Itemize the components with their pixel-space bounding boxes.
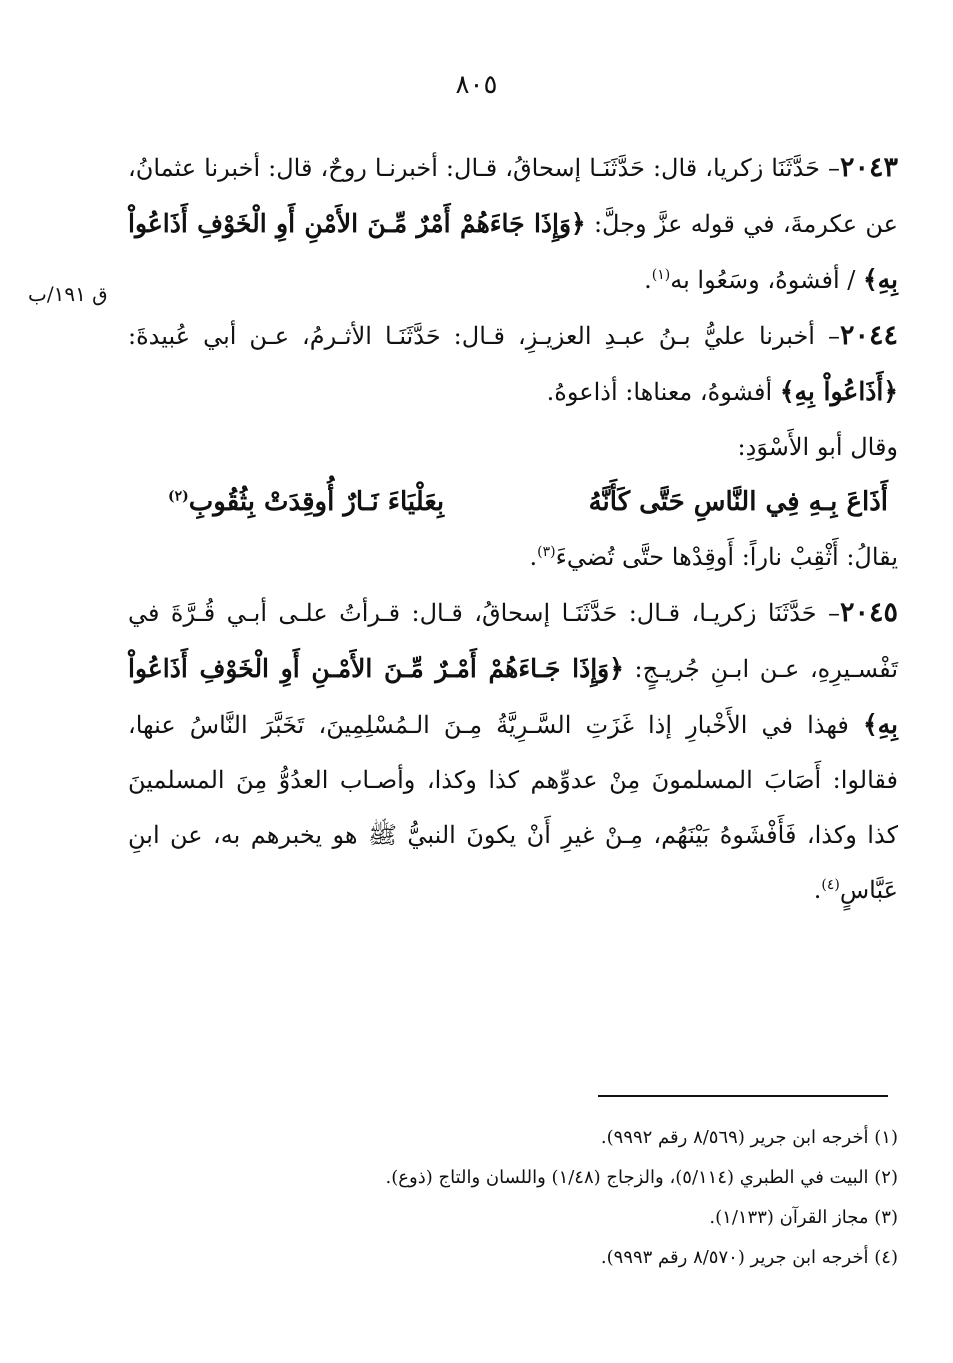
text-span: . bbox=[813, 876, 822, 904]
footnote-marker: (١) bbox=[651, 267, 671, 283]
quran-quote: ﴿وَإِذَا جَاءَهُمْ أَمْرٌ مِّـنَ الأَمْنِ أَوِ الْخَوْفِ أَذَاعُواْ بِهِ﴾ bbox=[128, 209, 898, 294]
text-span: يقالُ: أَثْقِبْ ناراً: أَوقِدْها حتَّى تُضيءَ bbox=[555, 543, 898, 571]
paragraph bbox=[128, 530, 898, 585]
paragraph bbox=[128, 308, 898, 420]
paragraph-group-1 bbox=[128, 140, 898, 475]
text-span: / أفشوهُ، وسَعُوا به bbox=[670, 266, 863, 294]
text-span: . bbox=[644, 266, 652, 294]
footnote-marker: (٣) bbox=[537, 544, 556, 560]
quran-quote: ﴿وَإِذَا جَـاءَهُمْ أَمْـرٌ مِّـنَ الأَمْـنِ أَوِ الْخَوْفِ أَذَاعُواْ بِهِ﴾ bbox=[128, 654, 898, 739]
text-span: فهذا في الأَخْبارِ إذا غَزَتِ السَّـرِيَّةُ مِـنَ الـمُسْلِمِينَ، تَخَبَّرَ النَّاسُ عنها، فقالوا: أَصَابَ المسلمونَ مِنْ عدوِّهم كذا وكذا، وأصـاب العدُوُّ مِنَ المسلمينَ كذا وكذا، فَأَفْشَوهُ بَيْنَهُم، مِـنْ غيرِ أَنْ يكونَ النبيُّ ﷺ هو يخبرهم به، عن ابنِ عَبَّاسٍ bbox=[128, 711, 898, 904]
footnote-separator bbox=[598, 1095, 888, 1097]
text-span: أفشوهُ، معناها: أذاعوهُ. bbox=[546, 378, 780, 406]
footnote-marker: (٢) bbox=[168, 488, 189, 505]
footnote-marker: (٤) bbox=[821, 877, 840, 893]
hadith-number: ٢٠٤٥ bbox=[839, 597, 898, 628]
margin-note: ق ١٩١/ب bbox=[28, 282, 108, 306]
text-span: – حَدَّثَنَا زكريـا، قـال: حَدَّثَنَـا إسحاقُ، قـال: قـرأتُ علـى أبـي قُـرَّةَ في تَفْسـيرِهِ، عـن ابـنِ جُريـجٍ: bbox=[128, 599, 899, 683]
paragraph bbox=[128, 140, 898, 308]
quran-quote: ﴿أَذَاعُواْ بِهِ﴾ bbox=[779, 377, 898, 406]
text-span: – أخبرنا عليُّ بـنُ عبـدِ العزيـزِ، قـال: حَدَّثَنَـا الأثـرمُ، عـن أبي عُبيدةَ: bbox=[128, 322, 840, 350]
hadith-number: ٢٠٤٤ bbox=[839, 320, 898, 351]
verse-first-hemistich: أَذَاعَ بِـهِ فِي النَّاسِ حَتَّى كَأَنَّهُ bbox=[588, 487, 888, 517]
paragraph bbox=[128, 420, 898, 475]
body-text bbox=[128, 140, 898, 918]
verse-second-hemistich: بِعَلْيَاءَ نَـارٌ أُوقِدَتْ بِثُقُوبِ bbox=[188, 487, 445, 517]
text-span: وقال أبو الأَسْوَدِ: bbox=[737, 433, 898, 461]
text-span: – حَدَّثَنَا زكريا، قال: حَدَّثَنَـا إسحاقُ، قـال: أخبرنـا روحٌ، قال: أخبرنا عثمانُ، عن عكرمةَ، في قوله عزَّ وجلَّ: bbox=[128, 154, 898, 238]
paragraph bbox=[128, 585, 898, 918]
text-span: . bbox=[529, 543, 538, 571]
footnote-1: (١) أخرجه ابن جرير (٨/٥٦٩ رقم ٩٩٩٢). bbox=[600, 1127, 898, 1148]
page-number: ٨٠٥ bbox=[455, 70, 498, 100]
hadith-number: ٢٠٤٣ bbox=[839, 152, 898, 183]
verse-second-hemistich-wrap bbox=[168, 475, 444, 530]
poetry-verse bbox=[128, 475, 898, 530]
paragraph-group-2 bbox=[128, 530, 898, 918]
footnote-2: (٢) البيت في الطبري (٥/١١٤)، والزجاج (١/٤٨) واللسان والتاج (ذوع). bbox=[385, 1167, 898, 1188]
footnotes bbox=[128, 1120, 898, 1280]
footnote-4: (٤) أخرجه ابن جرير (٨/٥٧٠ رقم ٩٩٩٣). bbox=[600, 1247, 898, 1268]
footnote-3: (٣) مجاز القرآن (١/١٣٣). bbox=[709, 1207, 898, 1228]
